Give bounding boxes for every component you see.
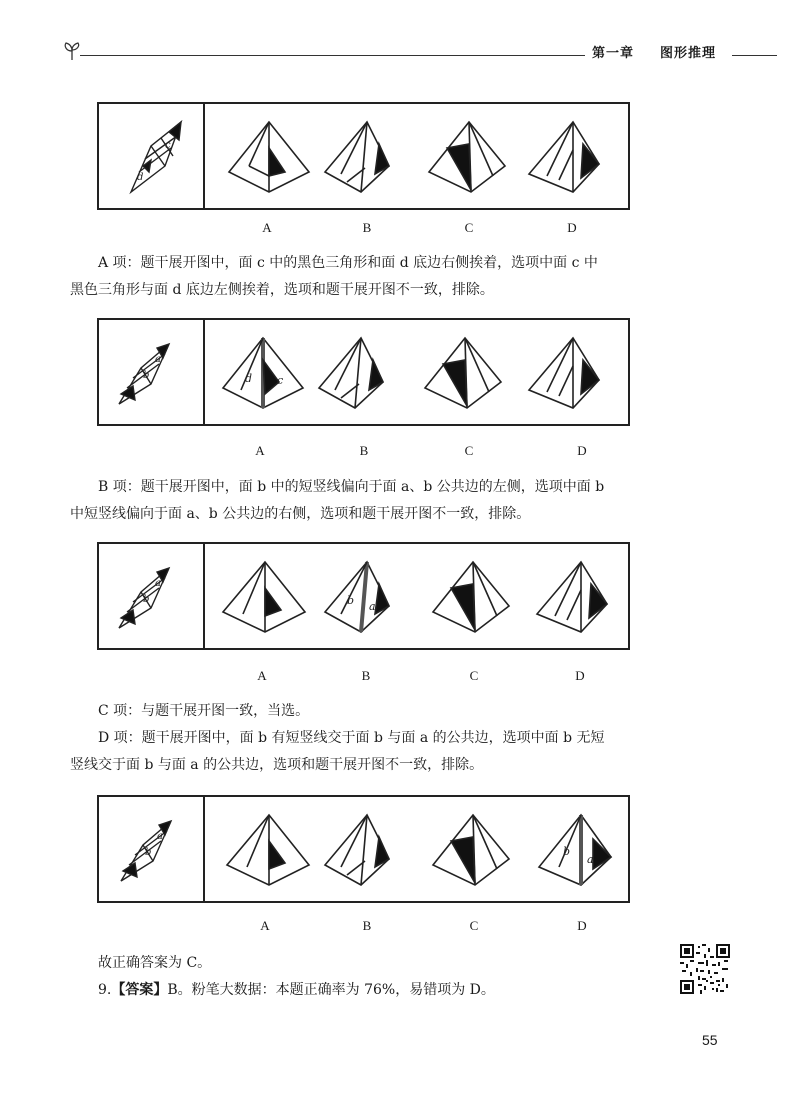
text-line: 中短竖线偏向于面 a、b 公共边的右侧，选项和题干展开图不一致，排除。 (70, 506, 531, 522)
answer-section (70, 950, 660, 1004)
face-label-b: b (347, 594, 355, 607)
pyramid-option-b (319, 338, 383, 408)
figure-a (97, 102, 630, 210)
pyramid-option-b (325, 122, 389, 192)
section-title: 图形推理 (660, 46, 717, 61)
figure-d-drawing (99, 797, 632, 905)
option-label-a: A (260, 918, 270, 933)
figure-a-drawing (99, 104, 632, 212)
option-label-a: A (257, 668, 267, 683)
option-label-b: B (362, 220, 372, 235)
text-line: A 项：题干展开图中，面 c 中的黑色三角形和面 d 底边右侧挨着，选项中面 c 中 (98, 255, 598, 271)
conclusion-text: 故正确答案为 C。 (98, 955, 212, 971)
pyramid-option-b (325, 562, 389, 632)
text-line: 竖线交于面 b 与面 a 的公共边，选项和题干展开图不一致，排除。 (70, 757, 484, 773)
net-diagram (121, 821, 171, 881)
header-rule (80, 55, 585, 56)
answer-tag: 【答案】 (111, 982, 168, 998)
option-label-b: B (361, 668, 371, 683)
option-label-d: D (577, 918, 587, 933)
net-diagram (131, 122, 181, 192)
face-label-c: c (277, 374, 284, 387)
net-diagram (119, 344, 169, 404)
q9-answer (70, 977, 660, 1004)
option-label-b: B (362, 918, 372, 933)
face-label-a: a (369, 600, 376, 613)
option-label-c: C (464, 443, 474, 458)
option-label-d: D (577, 443, 587, 458)
explanation-c-d (70, 698, 660, 779)
option-labels (97, 668, 630, 686)
option-label-b: B (359, 443, 369, 458)
face-label-a: a (587, 853, 594, 866)
net-label-b: b (143, 594, 150, 605)
running-header (0, 28, 800, 68)
figure-c (97, 542, 630, 650)
option-label-c: C (464, 220, 474, 235)
pyramid-option-a (223, 562, 305, 632)
q9-number: 9. (98, 982, 112, 998)
option-label-d: D (575, 668, 585, 683)
figure-b (97, 318, 630, 426)
figure-b-drawing (99, 320, 632, 428)
explanation-b (70, 474, 660, 528)
pyramid-option-a (223, 338, 303, 408)
option-labels (97, 918, 630, 936)
figure-d (97, 795, 630, 903)
net-label-a: a (155, 578, 161, 589)
net-label-b: b (143, 370, 150, 381)
text-line: B 项：题干展开图中，面 b 中的短竖线偏向于面 a、b 公共边的左侧，选项中面 b (98, 479, 605, 495)
net-label-a: a (155, 354, 161, 365)
pyramid-option-d (539, 815, 611, 885)
option-labels (97, 443, 630, 461)
page-number: 55 (702, 1032, 718, 1048)
pyramid-option-c (433, 562, 509, 632)
explanation-a (70, 250, 660, 304)
net-label-d: d (137, 172, 144, 183)
pyramid-option-d (529, 338, 599, 408)
pyramid-option-d (529, 122, 599, 192)
text-line: D 项：题干展开图中，面 b 有短竖线交于面 b 与面 a 的公共边，选项中面 b 无短 (98, 730, 605, 746)
text-line: 黑色三角形与面 d 底边左侧挨着，选项和题干展开图不一致，排除。 (70, 282, 494, 298)
sprout-icon (62, 40, 82, 62)
pyramid-option-c (429, 122, 505, 192)
pyramid-option-a (229, 122, 309, 192)
chapter-title: 第一章 (592, 46, 635, 61)
header-rule (732, 55, 777, 56)
option-label-d: D (567, 220, 577, 235)
net-label-b: b (145, 847, 152, 858)
pyramid-option-c (433, 815, 509, 885)
net-label-a: a (157, 831, 163, 842)
face-label-b: b (563, 845, 571, 858)
pyramid-option-a (227, 815, 309, 885)
net-label-c: c (165, 140, 171, 151)
option-label-a: A (255, 443, 265, 458)
text-line: C 项：与题干展开图一致，当选。 (98, 703, 310, 719)
figure-c-drawing (99, 544, 632, 652)
face-label-d: d (245, 372, 253, 385)
option-label-c: C (469, 668, 479, 683)
option-labels (97, 220, 630, 238)
q9-text: B。粉笔大数据：本题正确率为 76%，易错项为 D。 (167, 982, 495, 998)
option-label-c: C (469, 918, 479, 933)
pyramid-option-b (325, 815, 389, 885)
pyramid-option-c (425, 338, 501, 408)
net-diagram (119, 568, 169, 628)
qr-code (680, 944, 730, 994)
pyramid-option-d (537, 562, 607, 632)
option-label-a: A (262, 220, 272, 235)
